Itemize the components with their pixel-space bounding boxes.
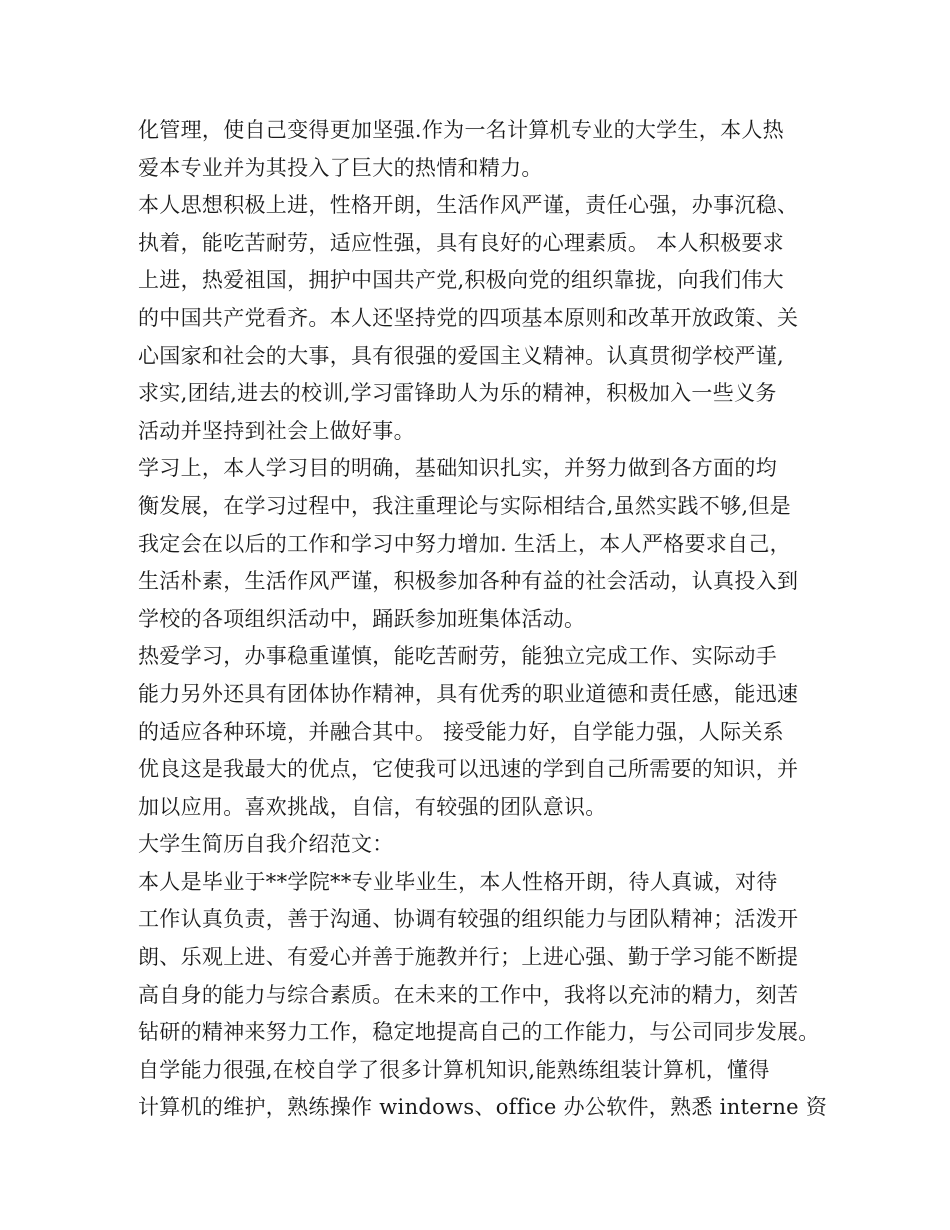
text-line: 高自身的能力与综合素质。在未来的工作中，我将以充沛的精力，刻苦 [138, 982, 799, 1007]
text-line: 自学能力很强,在校自学了很多计算机知识,能熟练组装计算机，懂得 [138, 1057, 770, 1082]
text-line: 衡发展，在学习过程中，我注重理论与实际相结合,虽然实践不够,但是 [138, 493, 791, 518]
text-line: 的中国共产党看齐。本人还坚持党的四项基本原则和改革开放政策、关 [138, 305, 799, 330]
text-line: 执着，能吃苦耐劳，适应性强，具有良好的心理素质。 本人积极要求 [138, 230, 784, 255]
text-line: 生活朴素，生活作风严谨，积极参加各种有益的社会活动，认真投入到 [138, 569, 799, 594]
text-line: 本人思想积极上进，性格开朗，生活作风严谨，责任心强，办事沉稳、 [138, 193, 799, 218]
text-line: 计算机的维护，熟练操作 windows、office 办公软件，熟悉 interne 资 [138, 1095, 828, 1120]
text-line: 求实,团结,进去的校训,学习雷锋助人为乐的精神，积极加入一些义务 [138, 381, 777, 406]
text-line: 化管理，使自己变得更加坚强.作为一名计算机专业的大学生，本人热 [138, 118, 784, 142]
text-line: 活动并坚持到社会上做好事。 [138, 418, 415, 443]
text-line: 我定会在以后的工作和学习中努力增加. 生活上，本人严格要求自己， [138, 531, 791, 556]
text-line: 热爱学习，办事稳重谨慎，能吃苦耐劳，能独立完成工作、实际动手 [138, 644, 777, 669]
text-line: 朗、乐观上进、有爱心并善于施教并行；上进心强、勤于学习能不断提 [138, 945, 799, 970]
text-line: 爱本专业并为其投入了巨大的热情和精力。 [138, 155, 543, 180]
text-line: 加以应用。喜欢挑战，自信，有较强的团队意识。 [138, 794, 607, 819]
text-line: 工作认真负责，善于沟通、协调有较强的组织能力与团队精神；活泼开 [138, 907, 799, 932]
text-line: 上进，热爱祖国，拥护中国共产党,积极向党的组织靠拢，向我们伟大 [138, 268, 784, 293]
text-line: 能力另外还具有团体协作精神，具有优秀的职业道德和责任感，能迅速 [138, 681, 799, 706]
text-line: 本人是毕业于**学院**专业毕业生，本人性格开朗，待人真诚，对待 [138, 869, 778, 894]
text-line: 优良这是我最大的优点，它使我可以迅速的学到自己所需要的知识，并 [138, 757, 799, 782]
text-line: 大学生简历自我介绍范文： [138, 832, 394, 857]
text-line: 的适应各种环境，并融合其中。 接受能力好，自学能力强，人际关系 [138, 719, 784, 744]
text-line: 心国家和社会的大事，具有很强的爱国主义精神。认真贯彻学校严谨, [138, 343, 784, 368]
document-body [138, 112, 828, 1127]
text-line: 学校的各项组织活动中，踊跃参加班集体活动。 [138, 606, 586, 631]
text-line: 学习上，本人学习目的明确，基础知识扎实，并努力做到各方面的均 [138, 456, 777, 481]
text-line: 钻研的精神来努力工作，稳定地提高自己的工作能力，与公司同步发展。 [138, 1020, 820, 1045]
